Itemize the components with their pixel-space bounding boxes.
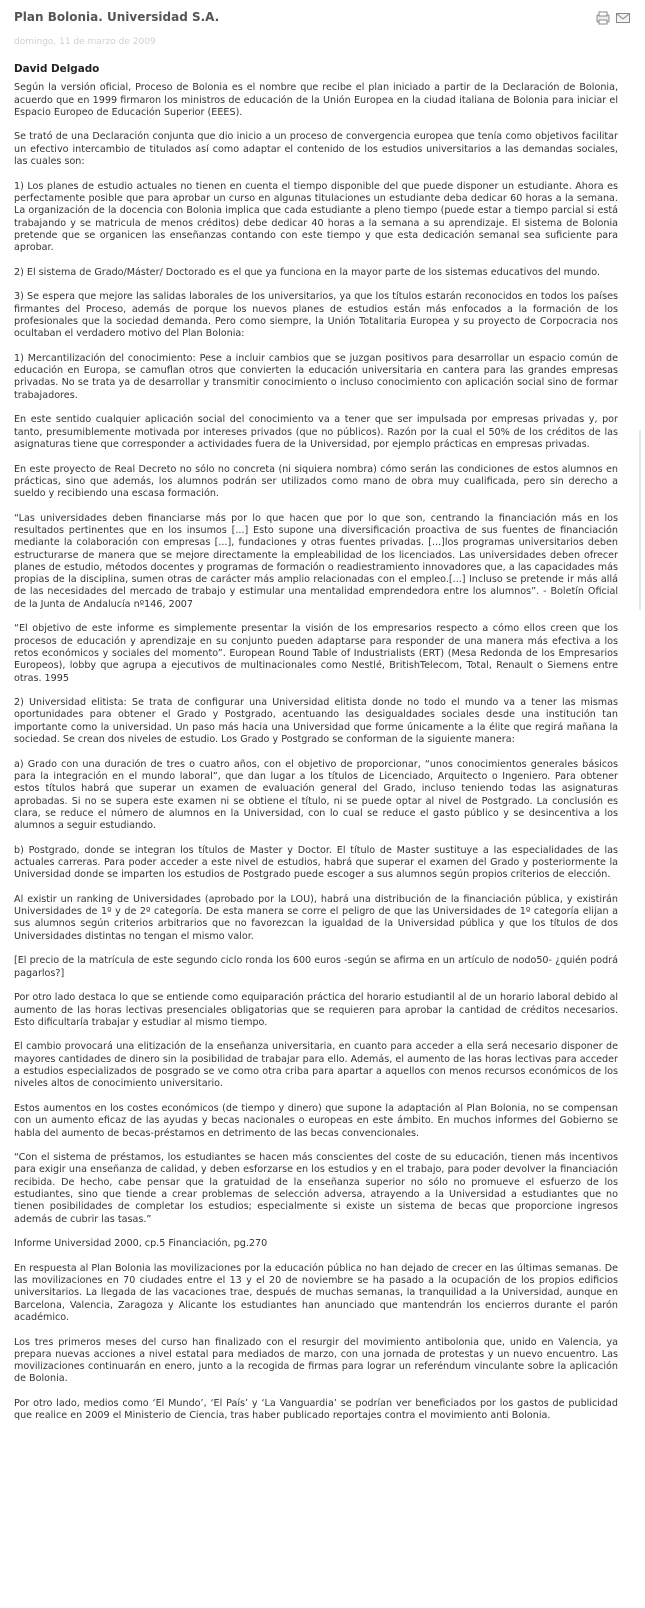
paragraph: 1) Mercantilización del conocimiento: Pese a incluir cambios que se juzgan positivos para desarrollar un espacio común de educación en Europa, se camuflan otros que convierten la educación universitaria en cantera para las grandes empresas privadas. No se trata ya de desarrollar y transmitir conocimiento o incluso conocimiento con aplicación social sino de formar trabajadores. — [14, 352, 618, 401]
citation: Informe Universidad 2000, cp.5 Financiación, pg.270 — [14, 1238, 268, 1250]
paragraph: Por otro lado, medios como ‘El Mundo’, ‘El País’ y ‘La Vanguardia’ se podrían ver beneficiados por los gastos de publicidad que realice en 2009 el Ministerio de Ciencia, tras haber publicado reportajes contra el movimiento anti Bolonia. — [14, 1398, 618, 1422]
article-body — [14, 63, 618, 1435]
paragraph: Al existir un ranking de Universidades (aprobado por la LOU), habrá una distribución de la financiación pública, y existirán Universidades de 1º y de 2º categoría. De esta manera se corre el peligro de que las Universidades de 1º categoría elijan a sus alumnos según criterios arbitrarios que no favorezcan la igualdad de la Universidad pública y que los títulos de dos Universidades distintas no tengan el mismo valor. — [14, 893, 618, 942]
quote-paragraph: “Las universidades deben financiarse más por lo que hacen que por lo que son, centrando la financiación más en los resultados pertinentes que en los insumos [...] Esto supone una diversificación proactiva de sus fuentes de financiación mediante la colaboración con empresas [...], fundaciones y otras fuentes privadas. [...]los programas universitarios deben estructurarse de manera que se mejore directamente la empleabilidad de los licenciados. Las universidades deben ofrecer planes de estudio, métodos docentes y programas de formación o readiestramiento innovadores que, a las capacidades más propias de la disciplina, sumen otras de carácter más amplio relacionadas con el empleo.[...] Incluso se pretende ir más allá de las necesidades del mercado de trabajo y estimular una mentalidad emprendedora entre los alumnos”. - Boletín Oficial de la Junta de Andalucía nº146, 2007 — [14, 512, 618, 610]
print-icon[interactable] — [595, 10, 611, 26]
paragraph: a) Grado con una duración de tres o cuatro años, con el objetivo de proporcionar, “unos conocimientos generales básicos para la integración en el mundo laboral”, que dan lugar a los títulos de Licenciado, Arquitecto o Ingeniero. Para obtener estos títulos habrá que superar un examen de evaluación general del Grado, incluso teniendo todas las asignaturas aprobadas. Si no se supera este examen ni se obtiene el título, ni se puede optar al nivel de Postgrado. La conclusión es clara, se reduce el número de alumnos en la Universidad, con lo cual se reduce el gasto público y se desincentiva a los alumnos a seguir estudiando. — [14, 758, 618, 832]
email-icon[interactable] — [615, 10, 631, 26]
paragraph: Los tres primeros meses del curso han finalizado con el resurgir del movimiento antibolonia que, unido en Valencia, ya prepara nuevas acciones a nivel estatal para mediados de marzo, con una jornada de protestas y un nuevo encuentro. Las movilizaciones continuarán en enero, junto a la recogida de firmas para lograr un referéndum vinculante sobre la aplicación de Bolonia. — [14, 1336, 618, 1385]
article-tools — [595, 10, 631, 26]
publish-date: domingo, 11 de marzo de 2009 — [14, 37, 156, 47]
paragraph: [El precio de la matrícula de este segundo ciclo ronda los 600 euros -según se afirma en un artículo de nodo50- ¿quién podrá pagarlos?] — [14, 955, 618, 979]
paragraph: 3) Se espera que mejore las salidas laborales de los universitarios, ya que los títulos estarán reconocidos en todos los países firmantes del Proceso, además de porque los nuevos planes de estudios están más enfocados a la formación de los profesionales que la sociedad demanda. Pero como siempre, la Unión Totalitaria Europea y su proyecto de Corpocracia nos ocultaban el verdadero motivo del Plan Bolonia: — [14, 291, 618, 340]
paragraph: En respuesta al Plan Bolonia las movilizaciones por la educación pública no han dejado de crecer en las últimas semanas. De las movilizaciones en 70 ciudades entre el 13 y el 20 de noviembre se ha pasado a la ocupación de los propios edificios universitarios. La llegada de las vacaciones trae, después de muchas semanas, la tranquilidad a la Universidad, aunque en Barcelona, Valencia, Zaragoza y Alicante los estudiantes han anunciado que mantendrán los encierros durante el parón académico. — [14, 1262, 618, 1323]
paragraph: 2) El sistema de Grado/Máster/ Doctorado es el que ya funciona en la mayor parte de los sistemas educativos del mundo. — [14, 266, 601, 278]
quote-paragraph: “Con el sistema de préstamos, los estudiantes se hacen más conscientes del coste de su educación, tienen más incentivos para exigir una enseñanza de calidad, y deben esforzarse en los estudios y en el trabajo, para poder devolver la financiación recibida. De hecho, cabe pensar que la gratuidad de la enseñanza superior no sólo no promueve el esfuerzo de los estudiantes, sino que tiende a crear problemas de selección adversa, atrayendo a la Universidad a estudiantes que no tienen posibilidades de completar los estudios; especialmente si existe un sistema de becas que proporcione ingresos además de cubrir las tasas.” — [14, 1152, 618, 1225]
paragraph: 2) Universidad elitista: Se trata de configurar una Universidad elitista donde no todo el mundo va a tener las mismas oportunidades para obtener el Grado y Postgrado, acentuando las desigualdades sociales desde una institución tan importante como la universidad. Un paso más hacia una Universidad que forme únicamente a la élite que regirá mañana la sociedad. Se crean dos niveles de estudio. Los Grado y Postgrado se conforman de la siguiente manera: — [14, 697, 618, 746]
paragraph: Según la versión oficial, Proceso de Bolonia es el nombre que recibe el plan iniciado a partir de la Declaración de Bolonia, acuerdo que en 1999 firmaron los ministros de educación de la Unión Europea en la ciudad italiana de Bolonia para iniciar el Espacio Europeo de Educación Superior (EEES). — [14, 82, 618, 118]
paragraph: Estos aumentos en los costes económicos (de tiempo y dinero) que supone la adaptación al Plan Bolonia, no se compensan con un aumento eficaz de las ayudas y becas nacionales o europeas en este ámbito. En muchos informes del Gobierno se habla del aumento de becas-préstamos en detrimento de las becas convencionales. — [14, 1102, 618, 1139]
quote-paragraph: “El objetivo de este informe es simplemente presentar la visión de los empresarios respecto a cómo ellos creen que los procesos de educación y aprendizaje en su conjunto pueden adaptarse para responder de una manera más efectiva a los retos económicos y sociales del momento”. European Round Table of Industrialists (ERT) (Mesa Redonda de los Empresarios Europeos), lobby que agrupa a ejecutivos de multinacionales como Nestlé, BritishTelecom, Total, Renault o Siemens entre otras. 1995 — [14, 623, 618, 684]
author-name: David Delgado — [14, 63, 100, 75]
paragraph: Se trató de una Declaración conjunta que dio inicio a un proceso de convergencia europea que tenía como objetivos facilitar un efectivo intercambio de titulados así como adaptar el contenido de los estudios universitarios a las demandas sociales, las cuales son: — [14, 131, 618, 168]
paragraph: Por otro lado destaca lo que se entiende como equiparación práctica del horario estudiantil al de un horario laboral debido al aumento de las horas lectivas presenciales obligatorias que se requieren para aprobar la cantidad de créditos necesarios. Esto dificultaría trabajar y estudiar al mismo tiempo. — [14, 992, 618, 1028]
paragraph: b) Postgrado, donde se integran los títulos de Master y Doctor. El título de Master sustituye a las especialidades de las actuales carreras. Para poder acceder a este nivel de estudios, habrá que superar el examen del Grado y posteriormente la Universidad donde se imparten los estudios de Postgrado puede escoger a sus alumnos según propios criterios de elección. — [14, 844, 618, 881]
scroll-indicator — [639, 430, 641, 610]
paragraph: En este sentido cualquier aplicación social del conocimiento va a tener que ser impulsada por empresas privadas y, por tanto, presumiblemente motivada por intereses privados (que no públicos). Razón por la cual el 50% de los créditos de las asignaturas tiene que corresponder a actividades fuera de la Universidad, por ejemplo prácticas en empresas privadas. — [14, 414, 618, 450]
paragraph: El cambio provocará una elitización de la enseñanza universitaria, en cuanto para acceder a ella será necesario disponer de mayores cantidades de dinero sin la posibilidad de trabajar para ello. Además, el aumento de las horas lectivas para acceder a estudios especializados de posgrado se ve como otra criba para apartar a aquellos con menos recursos económicos de los niveles altos de conocimiento universitario. — [14, 1041, 618, 1090]
page-title: Plan Bolonia. Universidad S.A. — [14, 10, 220, 24]
paragraph: En este proyecto de Real Decreto no sólo no concreta (ni siquiera nombra) cómo serán las condiciones de estos alumnos en prácticas, sino que además, los alumnos podrán ser utilizados como mano de obra muy cualificada, pero sin derecho a sueldo y recibiendo una escasa formación. — [14, 463, 618, 500]
paragraph: 1) Los planes de estudio actuales no tienen en cuenta el tiempo disponible del que puede disponer un estudiante. Ahora es perfectamente posible que para aprobar un curso en algunas titulaciones un estudiante deba dedicar 60 horas a la semana. La organización de la docencia con Bolonia implica que cada estudiante a pleno tiempo (puede estar a tiempo parcial si está trabajando y se matricula de menos créditos) debe dedicar 40 horas a la semana a su aprendizaje. El sistema de Bolonia pretende que se organicen las enseñanzas contando con este tiempo y que esta dedicación semanal sea suficiente para aprobar. — [14, 180, 618, 254]
